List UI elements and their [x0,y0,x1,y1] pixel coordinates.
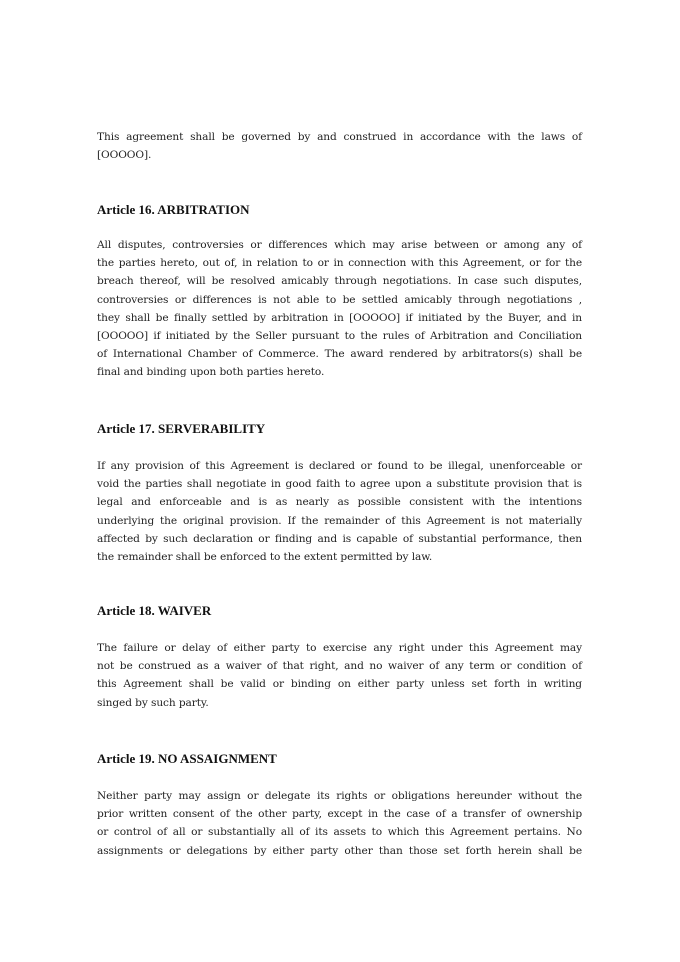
heading-text: Article 16. ARBITRATION [97,202,250,217]
text-line: [OOOOO]. [97,149,152,162]
article-18-heading [97,602,582,620]
text-line: or control of all or substantially all of its assets to which this Agreement pertains. No [97,826,582,839]
text-line: the remainder shall be enforced to the extent permitted by law. [97,550,433,563]
article-19-heading [97,750,582,768]
text-line: If any provision of this Agreement is declared or found to be illegal, unenforceable or [97,460,582,472]
text-line: affected by such declaration or finding and is capable of substantial performance, then [97,532,582,545]
article-19-paragraph [97,787,582,860]
article-17-heading [97,420,582,438]
text-line: the parties hereto, out of, in relation to or in connection with this Agreement, or for the [97,257,582,270]
article-16-heading [97,201,582,219]
heading-text: Article 19. NO ASSAIGNMENT [97,751,277,766]
text-line: All disputes, controversies or differences which may arise between or among any of [97,239,582,251]
text-line: This agreement shall be governed by and construed in accordance with the laws of [97,131,582,143]
text-line: legal and enforceable and is as nearly as possible consistent with the intentions [97,496,582,509]
heading-text: Article 18. WAIVER [97,603,212,618]
text-line: breach thereof, will be resolved amicably through negotiations. In case such disputes, [97,275,582,288]
article-16-paragraph [97,236,582,382]
text-line: The failure or delay of either party to exercise any right under this Agreement may [97,642,582,654]
text-line: underlying the original provision. If the remainder of this Agreement is not materially [97,514,582,527]
text-line: singed by such party. [97,696,209,709]
text-line: void the parties shall negotiate in good faith to agree upon a substitute provision that is [97,478,582,491]
intro-paragraph [97,128,582,164]
text-line: [OOOOO] if initiated by the Seller pursuant to the rules of Arbitration and Conciliation [97,329,582,342]
text-line: not be construed as a waiver of that right, and no waiver of any term or condition of [97,660,582,673]
article-17-paragraph [97,457,582,566]
text-line: of International Chamber of Commerce. The award rendered by arbitrators(s) shall be [97,348,582,361]
article-18-paragraph [97,639,582,712]
text-line: final and binding upon both parties hereto. [97,366,325,379]
text-line: controversies or differences is not able to be settled amicably through negotiations , [97,293,582,306]
text-line: Neither party may assign or delegate its rights or obligations hereunder without the [97,790,582,802]
text-line: assignments or delegations by either party other than those set forth herein shall be [97,844,582,857]
heading-text: Article 17. SERVERABILITY [97,421,266,436]
text-line: they shall be finally settled by arbitration in [OOOOO] if initiated by the Buyer, and in [97,311,582,324]
text-line: prior written consent of the other party, except in the case of a transfer of ownership [97,808,582,821]
text-line: this Agreement shall be valid or binding on either party unless set forth in writing [97,678,582,691]
